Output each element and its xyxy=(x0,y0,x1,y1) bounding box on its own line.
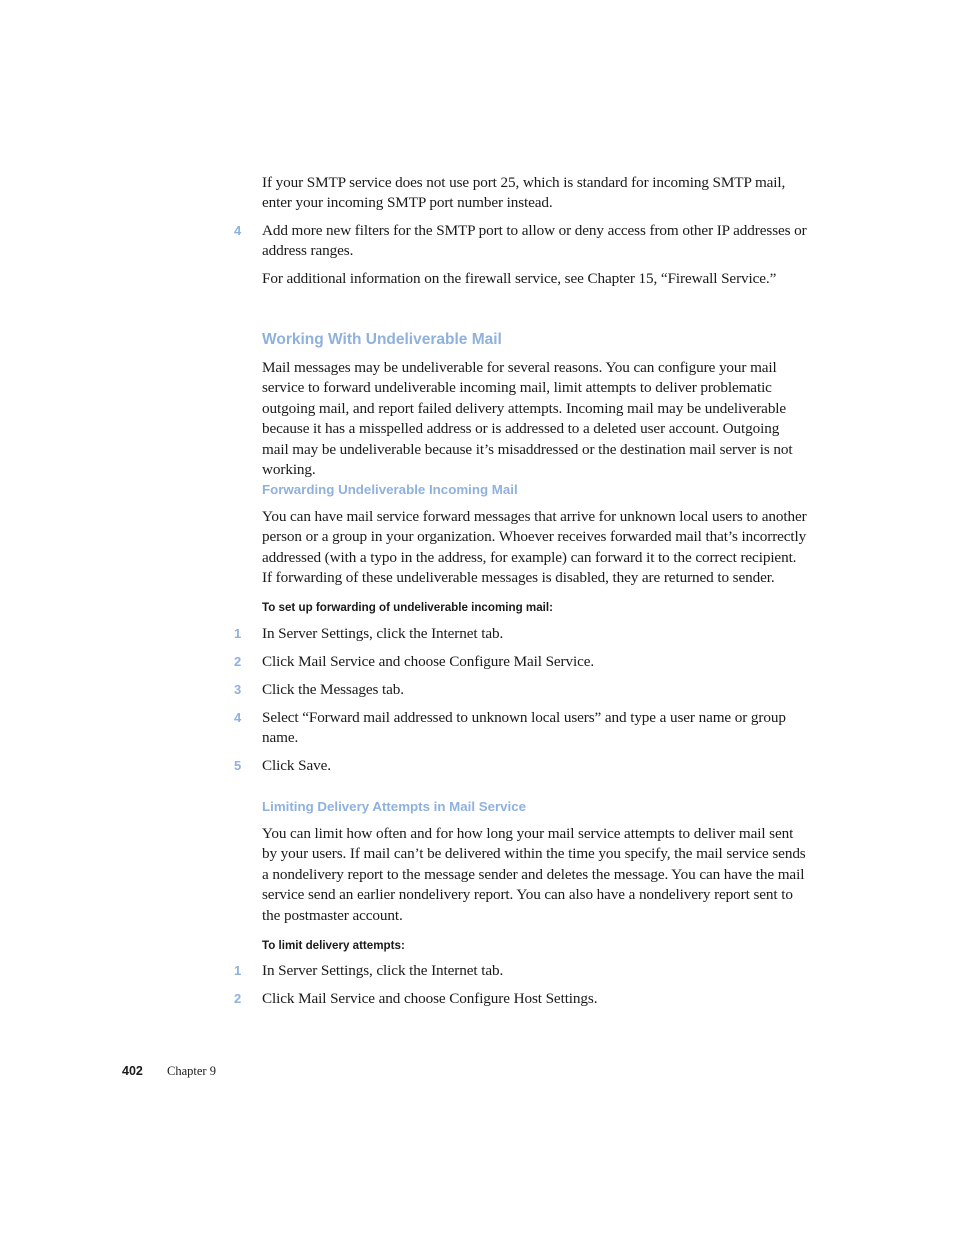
undeliverable-body: Mail messages may be undeliverable for several reasons. You can configure your mail service to forward undeliverable incoming mail, limit attempts to deliver problematic outgoing mail, and report failed delivery attempts. Incoming mail may be undeliverable because it has a misspelled address or is addressed to a deleted user account. Outgoing mail may be undeliverable because it’s misaddressed or the destination mail server is not working. xyxy=(262,359,793,479)
procedure-title-limiting: To limit delivery attempts: xyxy=(262,939,405,952)
step-text: Add more new filters for the SMTP port to allow or deny access from other IP addresses or address ranges. xyxy=(262,222,807,260)
firewall-note: For additional information on the firewall service, see Chapter 15, “Firewall Service.” xyxy=(262,270,777,287)
step-number: 1 xyxy=(234,963,242,978)
section-heading-undeliverable: Working With Undeliverable Mail xyxy=(262,331,502,348)
step-number: 2 xyxy=(234,654,242,669)
step-text: Click Mail Service and choose Configure Mail Service. xyxy=(262,653,595,670)
step-number: 1 xyxy=(234,626,242,641)
procedure-title-forwarding: To set up forwarding of undeliverable incoming mail: xyxy=(262,601,553,614)
step-number: 2 xyxy=(234,991,242,1006)
smtp-port-note: If your SMTP service does not use port 25, which is standard for incoming SMTP mail, enter your incoming SMTP port number instead. xyxy=(262,174,786,212)
subsection-heading-limiting: Limiting Delivery Attempts in Mail Service xyxy=(262,799,527,814)
step-text: In Server Settings, click the Internet tab. xyxy=(262,625,504,642)
subsection-heading-forwarding: Forwarding Undeliverable Incoming Mail xyxy=(262,482,518,497)
step-number: 5 xyxy=(234,758,242,773)
step-text: Click Mail Service and choose Configure Host Settings. xyxy=(262,990,598,1007)
step-number: 4 xyxy=(234,710,242,725)
step-text: Click Save. xyxy=(262,757,331,774)
chapter-label: Chapter 9 xyxy=(167,1064,216,1078)
step-text: Click the Messages tab. xyxy=(262,681,404,698)
limiting-body: You can limit how often and for how long your mail service attempts to deliver mail sent by your users. If mail can’t be delivered within the time you specify, the mail service sends a nondelivery report to the message sender and deletes the message. You can have the mail service send an earlier nondelivery report. You can also have a nondelivery report sent to the postmaster account. xyxy=(262,825,806,924)
step-number: 3 xyxy=(234,682,242,697)
forwarding-body: You can have mail service forward messages that arrive for unknown local users to another person or a group in your organization. Whoever receives forwarded mail that’s incorrectly addressed (with a typo in the address, for example) can forward it to the correct recipient. If forwarding of these undeliverable messages is disabled, they are returned to sender. xyxy=(262,508,807,587)
page-number: 402 xyxy=(122,1064,143,1078)
step-number: 4 xyxy=(234,223,242,238)
step-text: Select “Forward mail addressed to unknown local users” and type a user name or group name. xyxy=(262,709,786,747)
step-text: In Server Settings, click the Internet tab. xyxy=(262,962,504,979)
